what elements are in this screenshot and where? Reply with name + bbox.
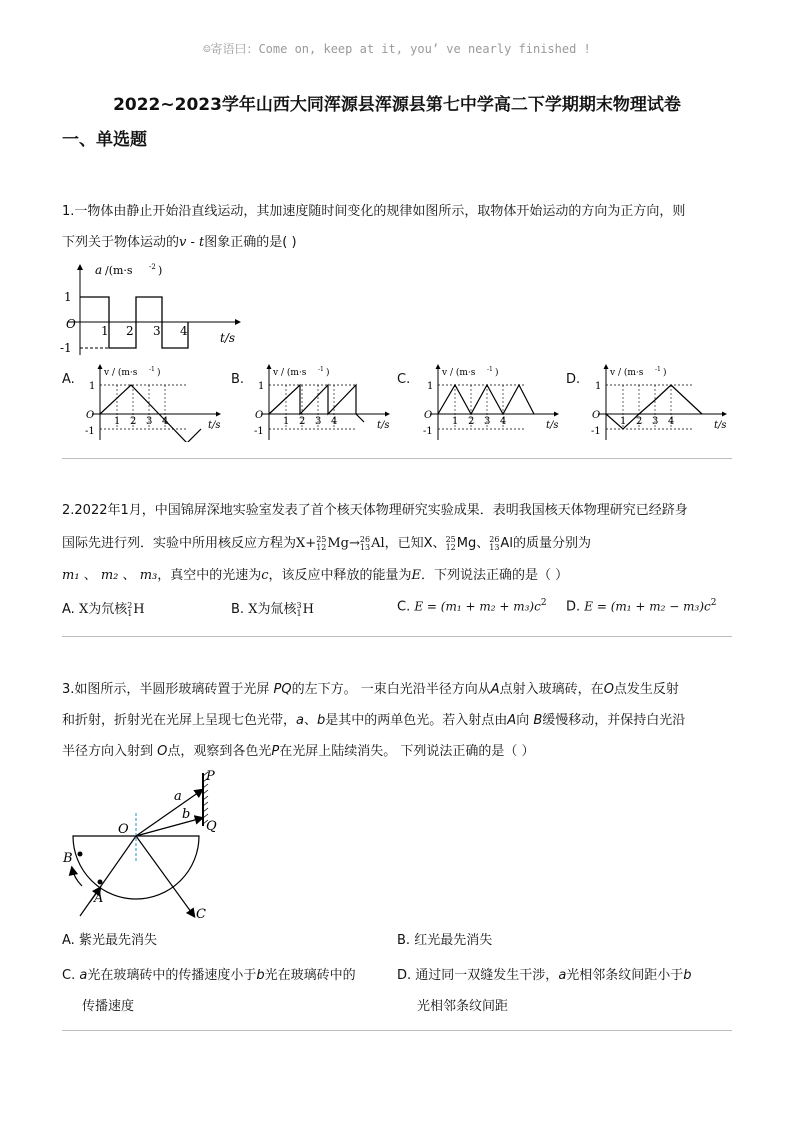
v-pos-label: 1 <box>258 381 265 392</box>
tick-label-1: 1 <box>452 416 459 427</box>
v-axis-label: v / (m·s <box>442 368 476 378</box>
q3-option-d-label: D. <box>397 968 412 983</box>
q3-t3b: 点，观察到各色光 <box>167 744 272 759</box>
q2-eq-x: X <box>296 536 306 551</box>
q2-option-c-exp: 2 <box>540 598 547 608</box>
q2-E: E <box>411 568 422 583</box>
point-a-dot <box>98 880 103 885</box>
q2-option-a-text: X为氘核 <box>78 602 128 617</box>
al-mass-number: 26 <box>359 535 371 544</box>
question-3-line-2 <box>62 705 685 736</box>
q2-option-b-text: X为氚核 <box>248 602 297 617</box>
label-b: b <box>182 807 191 822</box>
tick-label-4: 4 <box>500 416 507 427</box>
q3-option-c-a: a <box>79 968 88 983</box>
q3-option-c-text-1: 光在玻璃砖中的传播速度小于 <box>87 968 257 983</box>
q2-option-a[interactable] <box>62 598 145 618</box>
q2-option-c-eq: E = (m₁ + m₂ + m₃)c <box>414 599 541 614</box>
q3-option-d[interactable] <box>397 960 692 1022</box>
q2-m1: m₁ <box>62 568 80 583</box>
tick-label-4: 4 <box>331 416 338 427</box>
q1-option-b-label[interactable]: B. <box>231 372 245 387</box>
q1-option-d-label[interactable]: D. <box>566 372 581 387</box>
tick-label-4: 4 <box>668 416 675 427</box>
tick-label-2: 2 <box>130 416 137 427</box>
q3-option-d-b: b <box>683 968 692 983</box>
xlabel: t/s <box>220 331 236 345</box>
q2-option-d[interactable] <box>566 598 717 614</box>
q2-option-c-label: C. <box>397 599 411 615</box>
q3-option-d-a: a <box>558 968 567 983</box>
q2-option-c[interactable] <box>397 598 547 614</box>
al-mass-number-2: 26 <box>489 535 500 544</box>
q3-option-d-text-3: 光相邻条纹间距 <box>417 999 509 1014</box>
ylabel-unit: /(m·s <box>105 264 133 277</box>
v-axis-close: ) <box>157 368 161 378</box>
q2-option-a-h: H <box>133 602 145 617</box>
q1-text: 下列关于物体运动的 <box>62 235 180 250</box>
h2-mass: 2 <box>127 601 133 610</box>
label-B: B <box>63 851 73 866</box>
t-axis-label: t/s <box>546 420 559 431</box>
question-1-line-2 <box>62 227 297 258</box>
q1-text-2: 图象正确的是( ) <box>204 235 297 250</box>
q3-option-c-b: b <box>256 968 265 983</box>
q3-a: a <box>296 713 304 728</box>
v-neg-label: -1 <box>423 426 433 437</box>
tick-4: 4 <box>180 324 188 338</box>
q2-text-c: 的质量分别为 <box>512 536 591 551</box>
v-axis-label: v / (m·s <box>273 368 307 378</box>
q3-B: B <box>533 713 543 728</box>
ylabel-a: a <box>95 263 103 277</box>
tick-label-3: 3 <box>484 416 491 427</box>
separator-q3 <box>62 1030 732 1031</box>
q3-t3a: 半径方向入射到 <box>62 744 158 759</box>
tick-label-1: 1 <box>283 416 290 427</box>
q3-t2b: 、 <box>303 713 317 728</box>
q2-option-d-exp: 2 <box>710 598 717 608</box>
q3-option-d-text-2: 光相邻条纹间距小于 <box>566 968 684 983</box>
refracted-ray-a <box>136 790 202 836</box>
q3-t2d: 向 <box>516 713 534 728</box>
q3-option-a-label: A. <box>62 933 75 948</box>
origin-label: O <box>255 410 264 421</box>
q2-option-d-label: D. <box>566 599 581 615</box>
y-neg-label: -1 <box>60 341 72 355</box>
q2-text-3d: ．下列说法正确的是（ ） <box>421 568 569 583</box>
label-Q: Q <box>206 819 217 834</box>
v-axis-exp: -1 <box>487 366 493 373</box>
q3-O2: O <box>157 744 168 759</box>
t-axis-label: t/s <box>208 420 221 431</box>
question-2-line-1: 2.2022年1月，中国锦屏深地实验室发表了首个核天体物理研究实验成果．表明我国核天体物理研究已经跻身 <box>62 503 688 518</box>
label-a: a <box>174 789 182 804</box>
v-pos-label: 1 <box>595 381 602 392</box>
question-2-line-2 <box>62 528 591 559</box>
q3-option-c-text-2: 光在玻璃砖中的 <box>264 968 356 983</box>
q2-m2: m₂ <box>100 568 119 583</box>
tick-2: 2 <box>126 324 134 338</box>
q1-option-a-graph[interactable] <box>80 362 230 442</box>
q3-P: P <box>271 744 280 759</box>
velocity-curve <box>438 385 534 414</box>
movement-arrow <box>72 868 82 886</box>
tick-3: 3 <box>153 324 161 338</box>
q2-sep-2: 、 <box>122 568 136 583</box>
q2-c: c <box>261 568 269 583</box>
q3-option-a-text: 紫光最先消失 <box>78 933 157 948</box>
q2-text-b: ，已知X、 <box>384 536 446 551</box>
label-C: C <box>196 907 206 922</box>
mg-mass-number: 25 <box>316 535 327 544</box>
origin-label: O <box>66 317 76 331</box>
tick-label-4: 4 <box>162 416 169 427</box>
origin-label: O <box>424 410 433 421</box>
incident-ray <box>80 836 136 916</box>
q2-mg: Mg <box>327 536 350 551</box>
q3-t2a: 和折射，折射光在光屏上呈现七色光带， <box>62 713 297 728</box>
q2-text-a: 国际先进行列．实验中所用核反应方程为 <box>62 536 297 551</box>
q1-acceleration-graph <box>60 260 260 360</box>
q3-glass-diagram <box>60 768 240 928</box>
q3-t1a: 3.如图所示，半圆形玻璃砖置于光屏 <box>62 682 274 697</box>
y-pos-label: 1 <box>64 290 72 304</box>
q3-O: O <box>603 682 614 697</box>
v-neg-label: -1 <box>591 426 601 437</box>
v-neg-label: -1 <box>254 426 264 437</box>
mg-atomic-number: 12 <box>316 543 327 552</box>
question-1-line-1: 1.一物体由静止开始沿直线运动，其加速度随时间变化的规律如图所示，取物体开始运动的方向为正方向，则 <box>62 204 686 219</box>
t-axis-label: t/s <box>377 420 390 431</box>
separator-q2 <box>62 636 732 637</box>
q2-eq-plus: + <box>305 536 317 551</box>
label-A: A <box>94 891 104 906</box>
q2-option-a-label: A. <box>62 602 75 617</box>
q3-option-c[interactable] <box>62 960 356 1022</box>
v-axis-close: ) <box>495 368 499 378</box>
tick-label-2: 2 <box>468 416 475 427</box>
q1-option-c-label[interactable]: C. <box>397 372 411 387</box>
q2-option-b-iso <box>296 602 301 618</box>
q3-option-b-text: 红光最先消失 <box>414 933 493 948</box>
q2-mg-iso-2 <box>446 536 456 552</box>
q3-option-a[interactable] <box>62 929 157 948</box>
q2-al-2: Al <box>500 536 513 551</box>
q2-text-3c: ，该反应中释放的能量为 <box>268 568 412 583</box>
q1-option-b-graph[interactable] <box>249 362 399 442</box>
origin-label: O <box>592 410 601 421</box>
v-pos-label: 1 <box>427 381 434 392</box>
mg-mass-number-2: 25 <box>445 535 456 544</box>
origin-label: O <box>86 410 95 421</box>
section-heading: 一、单选题 <box>62 130 147 150</box>
q2-arrow: → <box>349 536 360 551</box>
q2-sep: 、 <box>476 536 490 551</box>
page-header-slogan: ☺寄语曰：Come on, keep at it, you’ ve nearly finished ! <box>203 42 591 56</box>
mg-atomic-number-2: 12 <box>445 543 456 552</box>
h3-mass: 3 <box>296 601 302 610</box>
tick-label-3: 3 <box>315 416 322 427</box>
q2-al-iso <box>360 536 370 552</box>
q3-b: b <box>317 713 326 728</box>
question-3-line-1 <box>62 674 679 705</box>
q3-option-b-label: B. <box>397 933 411 948</box>
q2-m3: m₃ <box>139 568 158 583</box>
q3-pq: PQ <box>273 682 292 697</box>
tick-label-2: 2 <box>636 416 643 427</box>
v-axis-label: v / (m·s <box>610 368 644 378</box>
t-axis-label: t/s <box>714 420 727 431</box>
q1-vt-var: v - t <box>179 235 205 250</box>
point-b-dot <box>78 852 83 857</box>
q2-option-d-eq: E = (m₁ + m₂ − m₃)c <box>584 599 711 614</box>
ylabel-close: ) <box>158 264 163 277</box>
v-neg-label: -1 <box>85 426 95 437</box>
al-atomic-number-2: 13 <box>489 543 500 552</box>
v-axis-exp: -1 <box>655 366 661 373</box>
q1-option-c-graph[interactable] <box>418 362 568 442</box>
q2-option-a-iso <box>127 602 132 618</box>
question-2-line-3 <box>62 560 568 591</box>
label-P: P <box>206 769 215 784</box>
tick-label-3: 3 <box>652 416 659 427</box>
q3-option-d-text-1: 通过同一双缝发生干涉， <box>415 968 559 983</box>
q1-option-a-label[interactable]: A. <box>62 372 75 387</box>
q3-A: A <box>490 682 500 697</box>
q2-option-b-label: B. <box>231 602 245 617</box>
refracted-ray-b <box>136 818 202 836</box>
question-3-line-3 <box>62 736 535 767</box>
tick-label-2: 2 <box>299 416 306 427</box>
q2-al-iso-2 <box>489 536 499 552</box>
q3-option-c-text-3: 传播速度 <box>82 999 135 1014</box>
v-axis-label: v / (m·s <box>104 368 138 378</box>
ylabel-exp: -2 <box>149 263 156 271</box>
q2-mg-iso <box>316 536 326 552</box>
q3-A2: A <box>507 713 517 728</box>
q3-t1d: 点发生反射 <box>613 682 679 697</box>
exam-title: 2022~2023学年山西大同浑源县浑源县第七中学高二下学期期末物理试卷 <box>113 95 681 115</box>
v-axis-exp: -1 <box>318 366 324 373</box>
tick-1: 1 <box>101 324 109 338</box>
q2-mg-2: Mg <box>456 536 477 551</box>
label-O: O <box>118 822 129 837</box>
v-axis-close: ) <box>663 368 667 378</box>
al-atomic-number: 13 <box>359 543 371 552</box>
h2-z: 1 <box>127 609 133 618</box>
q1-option-d-graph[interactable] <box>586 362 736 442</box>
h3-z: 1 <box>296 609 302 618</box>
q2-option-b[interactable] <box>231 598 314 618</box>
q2-text-3b: ，真空中的光速为 <box>157 568 262 583</box>
tick-label-3: 3 <box>146 416 153 427</box>
q3-option-c-label: C. <box>62 968 76 983</box>
q2-option-b-h: H <box>302 602 314 617</box>
v-axis-exp: -1 <box>149 366 155 373</box>
q3-t2e: 缓慢移动，并保持白光沿 <box>542 713 686 728</box>
q3-t1b: 的左下方。 一束白光沿半径方向从 <box>291 682 491 697</box>
q2-al: Al <box>371 536 385 551</box>
q3-t3c: 在光屏上陆续消失。 下列说法正确的是（ ） <box>279 744 535 759</box>
q3-t1c: 点射入玻璃砖，在 <box>499 682 604 697</box>
separator-q1 <box>62 458 732 459</box>
tick-label-1: 1 <box>620 416 627 427</box>
q2-sep-1: 、 <box>83 568 97 583</box>
tick-label-1: 1 <box>114 416 121 427</box>
v-pos-label: 1 <box>89 381 96 392</box>
v-axis-close: ) <box>326 368 330 378</box>
q3-option-b[interactable] <box>397 929 492 948</box>
q3-t2c: 是其中的两单色光。若入射点由 <box>325 713 508 728</box>
